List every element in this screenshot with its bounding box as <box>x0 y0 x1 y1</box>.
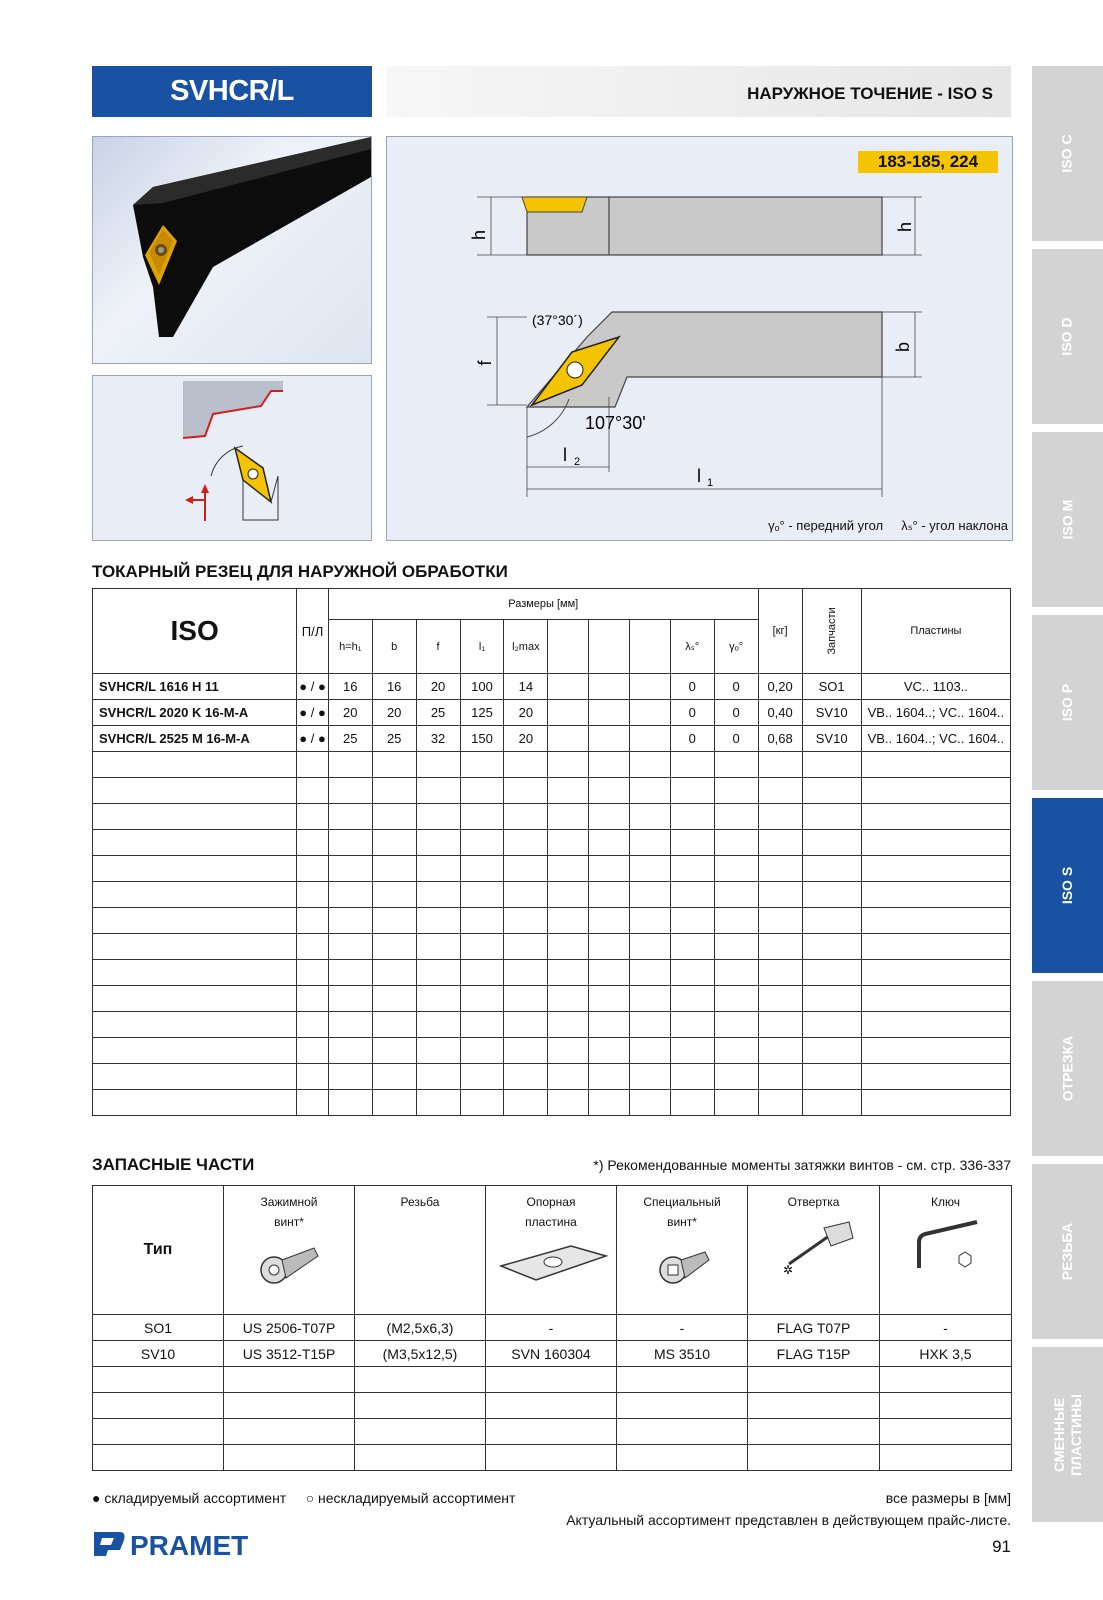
table-row: SVHCR/L 2525 M 16-M-A ● / ● 25 25 32 150 20 0 0 0,68 SV10 VB.. 1604..; VC.. 1604.. <box>93 726 1011 752</box>
header-f: f <box>416 620 460 674</box>
header-h: h=h₁ <box>328 620 372 674</box>
svg-text:1: 1 <box>707 477 714 489</box>
pramet-logo <box>92 1528 257 1560</box>
svg-text:PRAMET: PRAMET <box>130 1530 249 1560</box>
label-l2: l <box>563 445 567 465</box>
header-key: Ключ <box>880 1186 1012 1315</box>
header-clamp-screw: Зажимной винт* <box>224 1186 355 1315</box>
label-angle-small: (37°30´) <box>532 312 583 328</box>
empty-table-row <box>93 778 1011 804</box>
header-l2max: l₂max <box>504 620 548 674</box>
screw-icon <box>254 1240 324 1290</box>
side-tab-iso-m[interactable]: ISO M <box>1032 432 1103 607</box>
table-row: SO1 US 2506-T07P (M2,5x6,3) - - FLAG T07P - <box>93 1315 1012 1341</box>
empty-table-row <box>93 830 1011 856</box>
header-pl: П/Л <box>297 589 329 674</box>
side-tab-cutoff[interactable]: ОТРЕЗКА <box>1032 981 1103 1156</box>
section-title: НАРУЖНОЕ ТОЧЕНИЕ - ISO S <box>747 84 993 103</box>
product-code-title: SVHCR/L <box>92 66 372 117</box>
header-kg: [кг] <box>758 589 802 674</box>
dimension-drawing <box>386 136 1013 541</box>
label-f: f <box>475 360 495 366</box>
table-row: SV10 US 3512-T15P (M3,5x12,5) SVN 160304 MS 3510 FLAG T15P HXK 3,5 <box>93 1341 1012 1367</box>
main-table-title: ТОКАРНЫЙ РЕЗЕЦ ДЛЯ НАРУЖНОЙ ОБРАБОТКИ <box>92 562 508 581</box>
header-screwdriver: Отвертка ✲ <box>748 1186 880 1315</box>
svg-text:2: 2 <box>574 456 581 468</box>
side-tab-threading[interactable]: РЕЗЬБА <box>1032 1164 1103 1339</box>
side-tab-iso-p[interactable]: ISO P <box>1032 615 1103 790</box>
header-l1: l₁ <box>460 620 504 674</box>
header-b: b <box>372 620 416 674</box>
machining-scheme <box>92 375 372 541</box>
header-thread: Резьба <box>355 1186 486 1315</box>
page-reference-badge[interactable]: 183-185, 224 <box>858 151 998 173</box>
empty-table-row <box>93 752 1011 778</box>
torque-footnote: *) Рекомендованные моменты затяжки винтов - см. стр. 336-337 <box>593 1157 1011 1173</box>
empty-table-row <box>93 1090 1011 1116</box>
empty-table-row <box>93 908 1011 934</box>
empty-table-row <box>93 882 1011 908</box>
header-type: Тип <box>93 1186 224 1315</box>
header-dimensions: Размеры [мм] <box>328 589 758 620</box>
header-lambda: λₛ° <box>670 620 714 674</box>
header-special-screw: Специальный винт* <box>617 1186 748 1315</box>
empty-table-row <box>93 1012 1011 1038</box>
angle-legend: γₒ° - передний угол λₛ° - угол наклона <box>768 518 1008 533</box>
page-number: 91 <box>992 1537 1011 1556</box>
tool-photo <box>92 136 372 364</box>
table-row: SVHCR/L 2020 K 16-M-A ● / ● 20 20 25 125 20 0 0 0,40 SV10 VB.. 1604..; VC.. 1604.. <box>93 700 1011 726</box>
header-iso: ISO <box>93 589 297 674</box>
special-screw-icon <box>647 1240 717 1290</box>
spare-parts-table <box>92 1185 1012 1471</box>
svg-text:✲: ✲ <box>782 1263 793 1276</box>
table-row: SVHCR/L 1616 H 11 ● / ● 16 16 20 100 14 0 0 0,20 SO1 VC.. 1103.. <box>93 674 1011 700</box>
label-angle-big: 107°30' <box>585 413 646 433</box>
empty-table-row <box>93 986 1011 1012</box>
side-tab-inserts[interactable]: СМЕННЫЕ ПЛАСТИНЫ <box>1032 1347 1103 1522</box>
label-h1: h <box>469 229 489 241</box>
side-tab-iso-s[interactable]: ISO S <box>1032 798 1103 973</box>
empty-table-row <box>93 960 1011 986</box>
label-b: b <box>893 341 913 353</box>
header-shim: Опорная пластина <box>486 1186 617 1315</box>
hex-key-icon <box>901 1216 991 1276</box>
header-inserts: Пластины <box>861 589 1010 674</box>
empty-table-row <box>93 1038 1011 1064</box>
label-l1: l <box>697 466 701 486</box>
stock-legend: ● складируемый ассортимент ○ нескладируемый ассортимент <box>92 1490 516 1506</box>
units-note: все размеры в [мм] <box>885 1490 1011 1506</box>
side-tab-iso-c[interactable]: ISO C <box>1032 66 1103 241</box>
empty-table-row <box>93 934 1011 960</box>
empty-table-row <box>93 804 1011 830</box>
header-gamma: γₒ° <box>714 620 758 674</box>
tool-table <box>92 588 1011 1116</box>
label-h: h <box>895 221 915 233</box>
side-tab-iso-d[interactable]: ISO D <box>1032 249 1103 424</box>
header-spare-parts: Запчасти <box>802 589 861 674</box>
empty-table-row <box>93 1064 1011 1090</box>
spare-parts-title: ЗАПАСНЫЕ ЧАСТИ <box>92 1155 255 1174</box>
shim-icon <box>491 1236 611 1286</box>
screwdriver-icon <box>769 1216 859 1276</box>
pricelist-note: Актуальный ассортимент представлен в действующем прайс-листе. <box>566 1512 1011 1528</box>
empty-table-row <box>93 856 1011 882</box>
